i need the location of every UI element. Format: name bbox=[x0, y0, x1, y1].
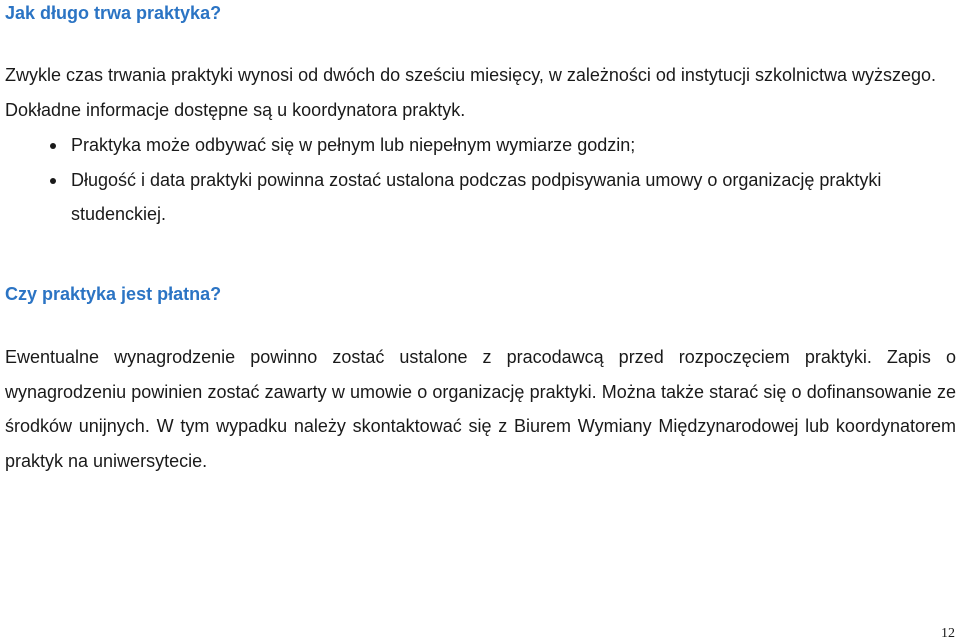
list-item bbox=[5, 163, 956, 232]
bullet-icon bbox=[50, 178, 56, 184]
paragraph-payment: Ewentualne wynagrodzenie powinno zostać ustalone z pracodawcą przed rozpoczęciem praktyki. Zapis o wynagrodzeniu powinien zostać zawarty w umowie o organizację praktyki. Można także starać się o dofinansowanie ze środków unijnych. W tym wypadku należy skontaktować się z Biurem Wymiany Międzynarodowej lub koordynatorem praktyk na uniwersytecie. bbox=[5, 347, 956, 471]
list-item bbox=[5, 128, 956, 163]
bullet-list bbox=[5, 128, 956, 232]
list-item-text: Długość i data praktyki powinna zostać ustalona podczas podpisywania umowy o organizację praktyki studenckiej. bbox=[71, 169, 882, 224]
paragraph-duration: Zwykle czas trwania praktyki wynosi od dwóch do sześciu miesięcy, w zależności od instytucji szkolnictwa wyższego. Dokładne informacje dostępne są u koordynatora praktyk. bbox=[5, 65, 937, 120]
bullet-icon bbox=[50, 143, 56, 149]
page-number: 12 bbox=[941, 626, 955, 641]
section-heading-payment: Czy praktyka jest płatna? bbox=[5, 284, 222, 304]
list-item-text: Praktyka może odbywać się w pełnym lub niepełnym wymiarze godzin; bbox=[71, 135, 636, 155]
section-heading-duration: Jak długo trwa praktyka? bbox=[5, 3, 222, 23]
